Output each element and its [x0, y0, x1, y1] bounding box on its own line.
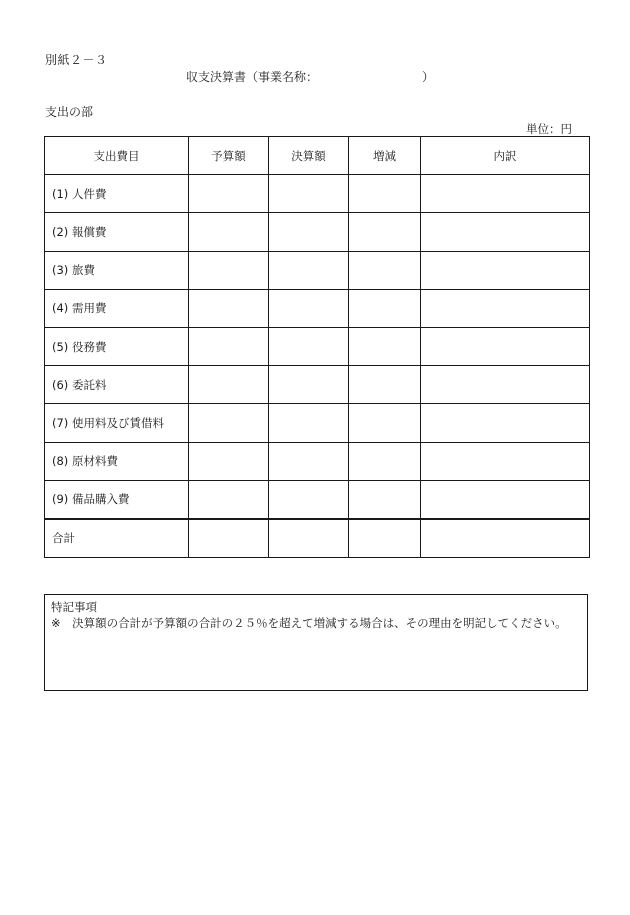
- table-row: [45, 404, 590, 442]
- total-breakdown-cell[interactable]: [421, 519, 590, 558]
- settlement-cell[interactable]: [269, 480, 349, 519]
- settlement-cell[interactable]: [269, 442, 349, 480]
- document-reference: 別紙２－３: [45, 53, 108, 67]
- change-cell[interactable]: [349, 213, 421, 251]
- document-title: [186, 68, 435, 85]
- column-header-expense-item: 支出費目: [45, 137, 189, 175]
- unit-label: 単位：円: [526, 122, 572, 136]
- budget-cell[interactable]: [189, 251, 269, 289]
- breakdown-cell[interactable]: [421, 289, 590, 327]
- budget-cell[interactable]: [189, 213, 269, 251]
- change-cell[interactable]: [349, 327, 421, 365]
- table-row: [45, 251, 590, 289]
- table-header-row: [45, 137, 590, 175]
- table-row: [45, 327, 590, 365]
- breakdown-cell[interactable]: [421, 327, 590, 365]
- settlement-cell[interactable]: [269, 289, 349, 327]
- document-title-text: 収支決算書（事業名称：: [186, 70, 319, 84]
- total-row: [45, 519, 590, 558]
- settlement-cell[interactable]: [269, 404, 349, 442]
- expense-item-label: (2) 報償費: [45, 213, 189, 251]
- change-cell[interactable]: [349, 442, 421, 480]
- total-change-cell[interactable]: [349, 519, 421, 558]
- settlement-cell[interactable]: [269, 327, 349, 365]
- expense-item-label: (6) 委託料: [45, 366, 189, 404]
- expense-item-label: (5) 役務費: [45, 327, 189, 365]
- total-settlement-cell[interactable]: [269, 519, 349, 558]
- column-header-change: 増減: [349, 137, 421, 175]
- budget-cell[interactable]: [189, 366, 269, 404]
- budget-cell[interactable]: [189, 289, 269, 327]
- change-cell[interactable]: [349, 251, 421, 289]
- change-cell[interactable]: [349, 404, 421, 442]
- expense-item-label: (7) 使用料及び賃借料: [45, 404, 189, 442]
- special-notes-box[interactable]: [44, 594, 588, 691]
- total-label: 合計: [45, 519, 189, 558]
- breakdown-cell[interactable]: [421, 366, 590, 404]
- breakdown-cell[interactable]: [421, 175, 590, 213]
- column-header-settlement: 決算額: [269, 137, 349, 175]
- total-budget-cell[interactable]: [189, 519, 269, 558]
- breakdown-cell[interactable]: [421, 442, 590, 480]
- budget-cell[interactable]: [189, 175, 269, 213]
- expense-item-label: (1) 人件費: [45, 175, 189, 213]
- breakdown-cell[interactable]: [421, 251, 590, 289]
- expense-item-label: (4) 需用費: [45, 289, 189, 327]
- change-cell[interactable]: [349, 480, 421, 519]
- column-header-budget: 予算額: [189, 137, 269, 175]
- table-row: [45, 442, 590, 480]
- breakdown-cell[interactable]: [421, 404, 590, 442]
- budget-cell[interactable]: [189, 480, 269, 519]
- budget-cell[interactable]: [189, 327, 269, 365]
- breakdown-cell[interactable]: [421, 213, 590, 251]
- expense-item-label: (3) 旅費: [45, 251, 189, 289]
- settlement-cell[interactable]: [269, 366, 349, 404]
- section-label: 支出の部: [45, 105, 94, 119]
- table-row: [45, 289, 590, 327]
- expenditure-table: [44, 136, 590, 558]
- settlement-cell[interactable]: [269, 213, 349, 251]
- special-notes-text: ※ 決算額の合計が予算額の合計の２５％を超えて増減する場合は、その理由を明記してください。: [51, 616, 567, 630]
- change-cell[interactable]: [349, 289, 421, 327]
- change-cell[interactable]: [349, 366, 421, 404]
- breakdown-cell[interactable]: [421, 480, 590, 519]
- expense-item-label: (9) 備品購入費: [45, 480, 189, 519]
- table-row: [45, 175, 590, 213]
- table-row: [45, 480, 590, 519]
- budget-cell[interactable]: [189, 442, 269, 480]
- budget-cell[interactable]: [189, 404, 269, 442]
- expense-item-label: (8) 原材料費: [45, 442, 189, 480]
- table-row: [45, 366, 590, 404]
- settlement-cell[interactable]: [269, 251, 349, 289]
- document-title-close: ）: [422, 70, 435, 84]
- column-header-breakdown: 内訳: [421, 137, 590, 175]
- change-cell[interactable]: [349, 175, 421, 213]
- settlement-cell[interactable]: [269, 175, 349, 213]
- special-notes-title: 特記事項: [51, 600, 97, 614]
- table-row: [45, 213, 590, 251]
